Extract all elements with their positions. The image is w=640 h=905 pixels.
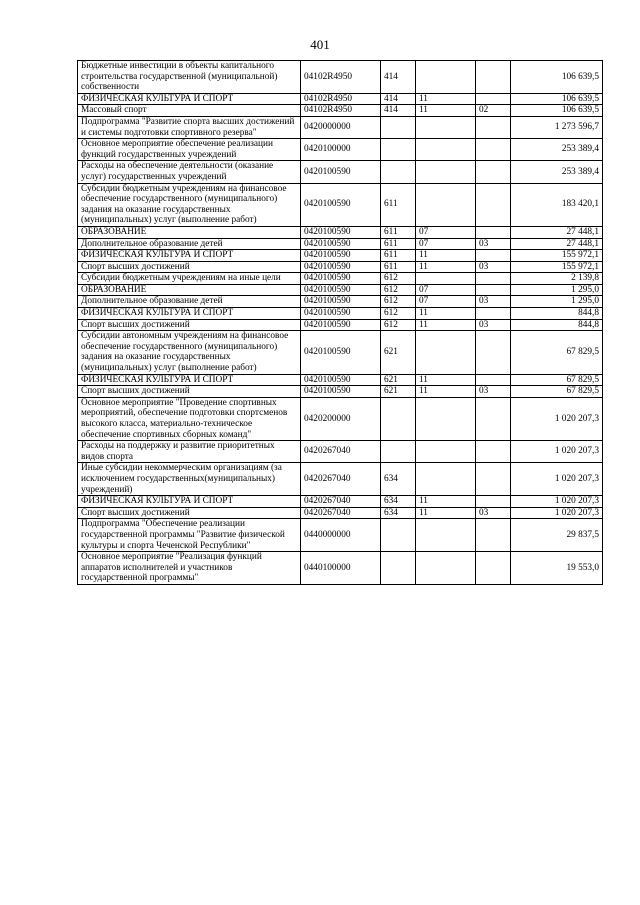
row-section-cell: 07 — [416, 296, 476, 308]
row-name-cell: ОБРАЗОВАНИЕ — [78, 226, 301, 238]
table-row — [78, 296, 603, 308]
row-amount-cell: 1 020 207,3 — [511, 463, 603, 496]
row-amount-cell: 1 020 207,3 — [511, 507, 603, 519]
row-code-cell: 0420100590 — [301, 374, 381, 386]
row-subsection-cell — [476, 374, 511, 386]
table-row — [78, 273, 603, 285]
row-code-cell: 0420100000 — [301, 139, 381, 161]
row-code-cell: 04102R4950 — [301, 93, 381, 105]
row-amount-cell: 155 972,1 — [511, 250, 603, 262]
row-amount-cell: 27 448,1 — [511, 238, 603, 250]
row-code-cell: 0420100590 — [301, 261, 381, 273]
row-amount-cell: 1 020 207,3 — [511, 496, 603, 508]
row-code-cell: 0420100590 — [301, 308, 381, 320]
row-amount-cell: 1 020 207,3 — [511, 441, 603, 463]
budget-table-body — [78, 61, 603, 585]
row-code-cell: 0440000000 — [301, 519, 381, 552]
row-code-cell: 0420100590 — [301, 250, 381, 262]
table-row — [78, 463, 603, 496]
row-section-cell: 11 — [416, 374, 476, 386]
row-subsection-cell — [476, 139, 511, 161]
row-amount-cell: 29 837,5 — [511, 519, 603, 552]
row-subsection-cell: 03 — [476, 238, 511, 250]
table-row — [78, 519, 603, 552]
row-section-cell — [416, 519, 476, 552]
row-name-cell: ФИЗИЧЕСКАЯ КУЛЬТУРА И СПОРТ — [78, 374, 301, 386]
row-subsection-cell — [476, 226, 511, 238]
table-row — [78, 308, 603, 320]
table-row — [78, 319, 603, 331]
row-section-cell — [416, 61, 476, 94]
budget-table — [77, 60, 603, 585]
row-code-cell: 0420100590 — [301, 226, 381, 238]
row-subsection-cell — [476, 61, 511, 94]
row-name-cell: Иные субсидии некоммерческим организациям (за исключением государственных(муниципальных) учреждений) — [78, 463, 301, 496]
row-name-cell: Субсидии автономным учреждениям на финансовое обеспечение государственного (муниципального) задания на оказание государственных (муниципальных) услуг (выполнение работ) — [78, 331, 301, 374]
row-section-cell — [416, 397, 476, 440]
row-subsection-cell — [476, 273, 511, 285]
row-section-cell: 07 — [416, 284, 476, 296]
row-amount-cell: 844,8 — [511, 308, 603, 320]
row-expense-type-cell: 611 — [381, 183, 416, 226]
row-section-cell: 11 — [416, 496, 476, 508]
row-expense-type-cell: 414 — [381, 61, 416, 94]
table-row — [78, 183, 603, 226]
row-subsection-cell — [476, 441, 511, 463]
table-row — [78, 61, 603, 94]
table-row — [78, 116, 603, 138]
table-row — [78, 93, 603, 105]
row-section-cell: 11 — [416, 261, 476, 273]
row-section-cell: 11 — [416, 308, 476, 320]
row-section-cell — [416, 552, 476, 585]
row-section-cell: 11 — [416, 105, 476, 117]
row-expense-type-cell: 634 — [381, 507, 416, 519]
row-section-cell — [416, 161, 476, 183]
row-amount-cell: 106 639,5 — [511, 93, 603, 105]
row-code-cell: 0420100590 — [301, 319, 381, 331]
row-amount-cell: 67 829,5 — [511, 386, 603, 398]
row-code-cell: 0420267040 — [301, 507, 381, 519]
row-expense-type-cell: 612 — [381, 296, 416, 308]
row-section-cell: 11 — [416, 386, 476, 398]
row-amount-cell: 106 639,5 — [511, 61, 603, 94]
row-name-cell: ОБРАЗОВАНИЕ — [78, 284, 301, 296]
row-section-cell — [416, 116, 476, 138]
row-code-cell: 0420100590 — [301, 284, 381, 296]
row-name-cell: Спорт высших достижений — [78, 507, 301, 519]
table-row — [78, 386, 603, 398]
row-name-cell: Основное мероприятие обеспечение реализации функций государственных учреждений — [78, 139, 301, 161]
row-section-cell: 11 — [416, 507, 476, 519]
table-row — [78, 238, 603, 250]
table-row — [78, 331, 603, 374]
row-expense-type-cell: 414 — [381, 93, 416, 105]
row-code-cell: 0420100590 — [301, 296, 381, 308]
row-expense-type-cell: 634 — [381, 463, 416, 496]
row-amount-cell: 1 020 207,3 — [511, 397, 603, 440]
row-subsection-cell — [476, 463, 511, 496]
row-subsection-cell — [476, 284, 511, 296]
row-code-cell: 0420100590 — [301, 161, 381, 183]
row-name-cell: Расходы на поддержку и развитие приоритетных видов спорта — [78, 441, 301, 463]
row-section-cell: 07 — [416, 226, 476, 238]
row-code-cell: 0420000000 — [301, 116, 381, 138]
row-amount-cell: 844,8 — [511, 319, 603, 331]
table-row — [78, 226, 603, 238]
row-expense-type-cell: 621 — [381, 374, 416, 386]
row-name-cell: Спорт высших достижений — [78, 261, 301, 273]
row-name-cell: Субсидии бюджетным учреждениям на финансовое обеспечение государственного (муниципального) задания на оказание государственных (муниципальных) услуг (выполнение работ) — [78, 183, 301, 226]
row-subsection-cell — [476, 496, 511, 508]
table-row — [78, 552, 603, 585]
row-subsection-cell: 03 — [476, 319, 511, 331]
row-section-cell: 11 — [416, 93, 476, 105]
row-subsection-cell: 03 — [476, 507, 511, 519]
row-code-cell: 0420200000 — [301, 397, 381, 440]
table-row — [78, 139, 603, 161]
table-row — [78, 397, 603, 440]
row-expense-type-cell — [381, 397, 416, 440]
row-section-cell — [416, 331, 476, 374]
row-expense-type-cell: 634 — [381, 496, 416, 508]
row-code-cell: 0420267040 — [301, 441, 381, 463]
row-subsection-cell: 03 — [476, 261, 511, 273]
row-code-cell: 0420100590 — [301, 273, 381, 285]
row-name-cell: Дополнительное образование детей — [78, 238, 301, 250]
row-amount-cell: 253 389,4 — [511, 161, 603, 183]
row-name-cell: Расходы на обеспечение деятельности (оказание услуг) государственных учреждений — [78, 161, 301, 183]
row-expense-type-cell: 612 — [381, 308, 416, 320]
row-section-cell: 07 — [416, 238, 476, 250]
page-number: 401 — [310, 37, 330, 52]
row-name-cell: ФИЗИЧЕСКАЯ КУЛЬТУРА И СПОРТ — [78, 308, 301, 320]
row-section-cell — [416, 463, 476, 496]
row-subsection-cell — [476, 308, 511, 320]
row-expense-type-cell — [381, 116, 416, 138]
row-name-cell: Основное мероприятие "Реализация функций аппаратов исполнителей и участников государственной программы" — [78, 552, 301, 585]
row-amount-cell: 27 448,1 — [511, 226, 603, 238]
row-amount-cell: 1 273 596,7 — [511, 116, 603, 138]
row-subsection-cell: 02 — [476, 105, 511, 117]
row-name-cell: Дополнительное образование детей — [78, 296, 301, 308]
row-amount-cell: 67 829,5 — [511, 331, 603, 374]
row-expense-type-cell — [381, 519, 416, 552]
row-expense-type-cell: 611 — [381, 261, 416, 273]
row-expense-type-cell: 612 — [381, 284, 416, 296]
table-row — [78, 105, 603, 117]
row-code-cell: 0420100590 — [301, 386, 381, 398]
row-amount-cell: 2 139,8 — [511, 273, 603, 285]
row-subsection-cell — [476, 552, 511, 585]
row-code-cell: 04102R4950 — [301, 61, 381, 94]
row-section-cell — [416, 183, 476, 226]
row-name-cell: ФИЗИЧЕСКАЯ КУЛЬТУРА И СПОРТ — [78, 250, 301, 262]
row-amount-cell: 1 295,0 — [511, 284, 603, 296]
row-name-cell: ФИЗИЧЕСКАЯ КУЛЬТУРА И СПОРТ — [78, 496, 301, 508]
row-subsection-cell — [476, 161, 511, 183]
row-name-cell: Спорт высших достижений — [78, 319, 301, 331]
table-row — [78, 284, 603, 296]
row-amount-cell: 253 389,4 — [511, 139, 603, 161]
row-subsection-cell: 03 — [476, 386, 511, 398]
row-code-cell: 0420100590 — [301, 238, 381, 250]
row-subsection-cell — [476, 93, 511, 105]
row-code-cell: 0420100590 — [301, 331, 381, 374]
row-expense-type-cell: 414 — [381, 105, 416, 117]
row-code-cell: 0440100000 — [301, 552, 381, 585]
row-amount-cell: 1 295,0 — [511, 296, 603, 308]
row-subsection-cell — [476, 183, 511, 226]
row-subsection-cell — [476, 519, 511, 552]
row-name-cell: Подпрограмма "Развитие спорта высших достижений и системы подготовки спортивного резерва" — [78, 116, 301, 138]
table-row — [78, 496, 603, 508]
table-row — [78, 507, 603, 519]
row-amount-cell: 155 972,1 — [511, 261, 603, 273]
row-expense-type-cell — [381, 441, 416, 463]
row-expense-type-cell — [381, 552, 416, 585]
row-amount-cell: 19 553,0 — [511, 552, 603, 585]
row-expense-type-cell: 612 — [381, 319, 416, 331]
row-subsection-cell — [476, 331, 511, 374]
row-amount-cell: 183 420,1 — [511, 183, 603, 226]
row-section-cell — [416, 441, 476, 463]
row-code-cell: 0420267040 — [301, 496, 381, 508]
row-section-cell — [416, 273, 476, 285]
row-name-cell: Субсидии бюджетным учреждениям на иные цели — [78, 273, 301, 285]
row-expense-type-cell: 611 — [381, 238, 416, 250]
row-code-cell: 0420267040 — [301, 463, 381, 496]
row-name-cell: Спорт высших достижений — [78, 386, 301, 398]
table-row — [78, 250, 603, 262]
row-section-cell: 11 — [416, 319, 476, 331]
row-section-cell — [416, 139, 476, 161]
table-row — [78, 261, 603, 273]
row-expense-type-cell: 611 — [381, 226, 416, 238]
row-subsection-cell — [476, 397, 511, 440]
row-amount-cell: 67 829,5 — [511, 374, 603, 386]
row-subsection-cell — [476, 250, 511, 262]
row-expense-type-cell: 612 — [381, 273, 416, 285]
row-name-cell: Подпрограмма "Обеспечение реализации государственной программы "Развитие физической культуры и спорта Чеченской Республики" — [78, 519, 301, 552]
row-code-cell: 04102R4950 — [301, 105, 381, 117]
row-expense-type-cell — [381, 161, 416, 183]
table-row — [78, 374, 603, 386]
row-subsection-cell: 03 — [476, 296, 511, 308]
row-expense-type-cell: 621 — [381, 386, 416, 398]
row-name-cell: Основное мероприятие "Проведение спортивных мероприятий, обеспечение подготовки спортсменов высокого класса, материально-техническое обеспечение спортивных сборных команд" — [78, 397, 301, 440]
row-name-cell: ФИЗИЧЕСКАЯ КУЛЬТУРА И СПОРТ — [78, 93, 301, 105]
row-expense-type-cell: 611 — [381, 250, 416, 262]
row-name-cell: Бюджетные инвестиции в объекты капитального строительства государственной (муниципальной) собственности — [78, 61, 301, 94]
row-expense-type-cell — [381, 139, 416, 161]
row-expense-type-cell: 621 — [381, 331, 416, 374]
row-code-cell: 0420100590 — [301, 183, 381, 226]
table-row — [78, 161, 603, 183]
row-section-cell: 11 — [416, 250, 476, 262]
row-amount-cell: 106 639,5 — [511, 105, 603, 117]
row-name-cell: Массовый спорт — [78, 105, 301, 117]
table-row — [78, 441, 603, 463]
row-subsection-cell — [476, 116, 511, 138]
